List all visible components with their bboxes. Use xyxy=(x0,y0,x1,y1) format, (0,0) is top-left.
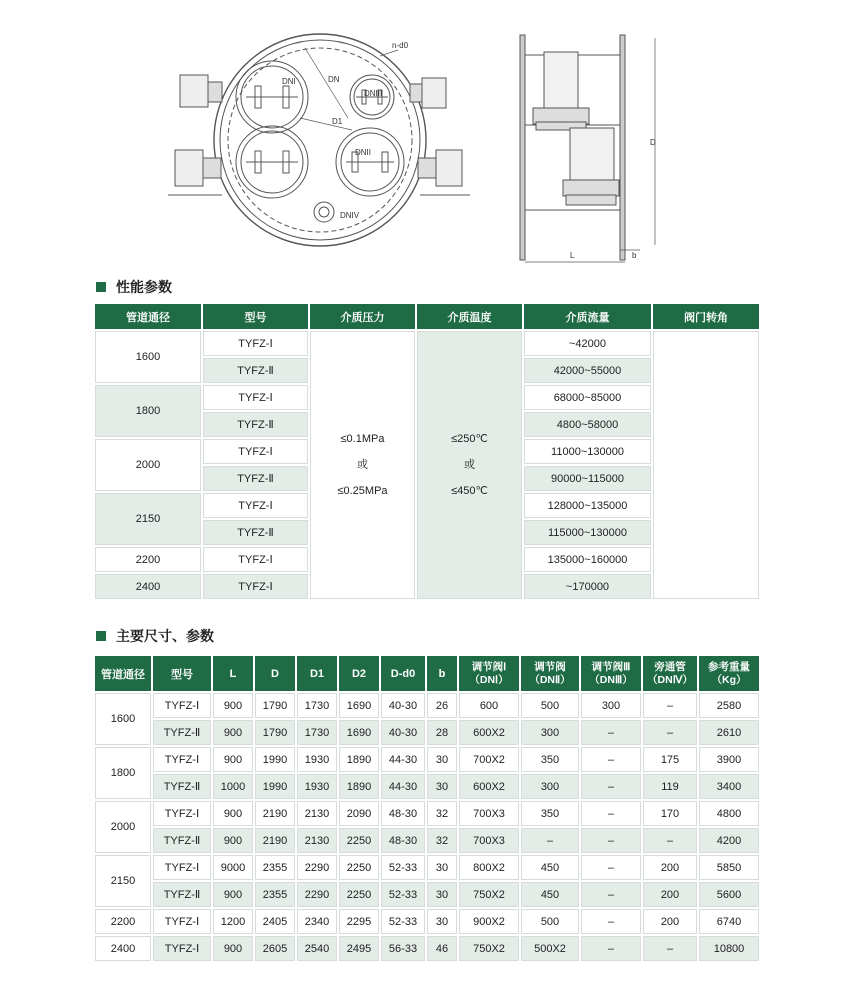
valve-3-cell: – xyxy=(581,936,641,961)
diameter-cell: 2150 xyxy=(95,855,151,907)
section-title-text: 主要尺寸、参数 xyxy=(116,629,214,645)
table-row xyxy=(95,693,759,718)
valve-1-cell: 700X2 xyxy=(459,747,519,772)
model-cell: TYFZ-Ⅱ xyxy=(203,412,308,437)
bypass-cell: 200 xyxy=(643,909,697,934)
model-cell: TYFZ-Ⅱ xyxy=(153,720,211,745)
l-cell: 900 xyxy=(213,828,253,853)
weight-cell: 6740 xyxy=(699,909,759,934)
b-cell: 30 xyxy=(427,855,457,880)
l-cell: 9000 xyxy=(213,855,253,880)
table-row xyxy=(95,936,759,961)
d2-cell: 2250 xyxy=(339,855,379,880)
side-flange-right xyxy=(620,35,625,260)
d-cell: 1990 xyxy=(255,774,295,799)
b-cell: 46 xyxy=(427,936,457,961)
d-d0-cell: 44-30 xyxy=(381,774,425,799)
valve-3-cell: – xyxy=(581,909,641,934)
valve-angle-cell xyxy=(653,331,759,599)
model-cell: TYFZ-Ⅱ xyxy=(153,828,211,853)
diameter-cell: 1800 xyxy=(95,747,151,799)
diameter-cell: 1600 xyxy=(95,693,151,745)
model-cell: TYFZ-Ⅰ xyxy=(203,574,308,599)
bypass-cell: – xyxy=(643,693,697,718)
flow-cell: 135000~160000 xyxy=(524,547,651,572)
flow-cell: ~42000 xyxy=(524,331,651,356)
flow-cell: 128000~135000 xyxy=(524,493,651,518)
d1-cell: 2290 xyxy=(297,882,337,907)
label-dn2: DNII xyxy=(355,148,371,157)
bolt-circle xyxy=(228,48,412,232)
valve-1-cell: 750X2 xyxy=(459,936,519,961)
header-flow: 介质流量 xyxy=(524,304,651,329)
d-cell: 1990 xyxy=(255,747,295,772)
performance-table xyxy=(93,302,761,601)
valve-2-cell: 300 xyxy=(521,774,579,799)
d2-cell: 1890 xyxy=(339,747,379,772)
d1-cell: 2540 xyxy=(297,936,337,961)
section-title-text: 性能参数 xyxy=(116,280,172,296)
valve-1-cell: 700X3 xyxy=(459,828,519,853)
d1-cell: 1930 xyxy=(297,747,337,772)
table-row xyxy=(95,909,759,934)
technical-drawing xyxy=(0,0,850,270)
valve-1-cell: 600X2 xyxy=(459,720,519,745)
table-row xyxy=(95,747,759,772)
table-row xyxy=(95,882,759,907)
side-flange-left xyxy=(520,35,525,260)
b-cell: 28 xyxy=(427,720,457,745)
flow-cell: 90000~115000 xyxy=(524,466,651,491)
label-dn4: DNIV xyxy=(340,211,360,220)
l-cell: 900 xyxy=(213,936,253,961)
bypass-cell: 200 xyxy=(643,855,697,880)
table-row xyxy=(95,828,759,853)
b-cell: 30 xyxy=(427,747,457,772)
header-valve-1: 调节阀Ⅰ （DNⅠ） xyxy=(459,656,519,691)
table-row xyxy=(95,855,759,880)
d2-cell: 2495 xyxy=(339,936,379,961)
valve-2-cell: 450 xyxy=(521,882,579,907)
header-weight: 参考重量 （Kg） xyxy=(699,656,759,691)
d-d0-cell: 40-30 xyxy=(381,693,425,718)
header-l: L xyxy=(213,656,253,691)
d1-cell: 1930 xyxy=(297,774,337,799)
pressure-cell: ≤0.1MPa 或 ≤0.25MPa xyxy=(310,331,415,599)
valve-1-cell: 800X2 xyxy=(459,855,519,880)
weight-cell: 4200 xyxy=(699,828,759,853)
model-cell: TYFZ-Ⅱ xyxy=(153,774,211,799)
d-d0-cell: 48-30 xyxy=(381,828,425,853)
d1-cell: 1730 xyxy=(297,693,337,718)
d2-cell: 2250 xyxy=(339,828,379,853)
actuator-lower-right xyxy=(436,150,462,186)
actuator-lower-left xyxy=(175,150,203,186)
label-d1: D1 xyxy=(332,117,343,126)
flow-cell: ~170000 xyxy=(524,574,651,599)
header-d2: D2 xyxy=(339,656,379,691)
weight-cell: 3400 xyxy=(699,774,759,799)
flow-cell: 68000~85000 xyxy=(524,385,651,410)
d2-cell: 1690 xyxy=(339,720,379,745)
header-valve-angle: 阀门转角 xyxy=(653,304,759,329)
header-b: b xyxy=(427,656,457,691)
valve-2-cell: 500X2 xyxy=(521,936,579,961)
valve-2-cell: 500 xyxy=(521,909,579,934)
flow-cell: 11000~130000 xyxy=(524,439,651,464)
model-cell: TYFZ-Ⅰ xyxy=(203,385,308,410)
bypass-pipe xyxy=(314,202,334,222)
valve-2-cell: – xyxy=(521,828,579,853)
d2-cell: 1690 xyxy=(339,693,379,718)
diameter-cell: 2200 xyxy=(95,547,201,572)
model-cell: TYFZ-Ⅰ xyxy=(153,855,211,880)
b-cell: 30 xyxy=(427,882,457,907)
model-cell: TYFZ-Ⅰ xyxy=(153,936,211,961)
l-cell: 900 xyxy=(213,747,253,772)
header-bypass: 旁通管 （DNⅣ） xyxy=(643,656,697,691)
l-cell: 900 xyxy=(213,720,253,745)
header-pipe-diameter: 管道通径 xyxy=(95,304,201,329)
header-valve-3: 调节阀Ⅲ （DNⅢ） xyxy=(581,656,641,691)
table-row xyxy=(95,801,759,826)
header-temperature: 介质温度 xyxy=(417,304,522,329)
d-cell: 2405 xyxy=(255,909,295,934)
model-cell: TYFZ-Ⅱ xyxy=(203,520,308,545)
diameter-cell: 2400 xyxy=(95,574,201,599)
model-cell: TYFZ-Ⅰ xyxy=(203,547,308,572)
l-cell: 1200 xyxy=(213,909,253,934)
model-cell: TYFZ-Ⅰ xyxy=(153,909,211,934)
section-bullet xyxy=(96,282,106,292)
label-dn1: DNI xyxy=(282,77,296,86)
d-cell: 2190 xyxy=(255,801,295,826)
diameter-cell: 2400 xyxy=(95,936,151,961)
model-cell: TYFZ-Ⅰ xyxy=(203,493,308,518)
d-cell: 2190 xyxy=(255,828,295,853)
valve-2-cell: 300 xyxy=(521,720,579,745)
valve-1-cell: 700X3 xyxy=(459,801,519,826)
d2-cell: 2090 xyxy=(339,801,379,826)
d-cell: 2355 xyxy=(255,882,295,907)
d-d0-cell: 52-33 xyxy=(381,882,425,907)
valve-3-cell: – xyxy=(581,828,641,853)
dimensions-table-body xyxy=(95,693,759,961)
model-cell: TYFZ-Ⅰ xyxy=(153,693,211,718)
l-cell: 900 xyxy=(213,693,253,718)
d-d0-cell: 52-33 xyxy=(381,909,425,934)
label-dn3: DNIII xyxy=(364,89,383,98)
model-cell: TYFZ-Ⅱ xyxy=(153,882,211,907)
d-d0-cell: 44-30 xyxy=(381,747,425,772)
valve-3-cell: – xyxy=(581,882,641,907)
table-row xyxy=(95,774,759,799)
d-cell: 2355 xyxy=(255,855,295,880)
header-d-d0: D-d0 xyxy=(381,656,425,691)
diameter-cell: 2150 xyxy=(95,493,201,545)
d2-cell: 2250 xyxy=(339,882,379,907)
flow-cell: 42000~55000 xyxy=(524,358,651,383)
header-valve-2: 调节阀 （DNⅡ） xyxy=(521,656,579,691)
label-b: b xyxy=(632,251,637,260)
l-cell: 900 xyxy=(213,801,253,826)
valve-3-cell: 300 xyxy=(581,693,641,718)
d-cell: 1790 xyxy=(255,720,295,745)
bypass-cell: – xyxy=(643,720,697,745)
weight-cell: 10800 xyxy=(699,936,759,961)
valve-3-cell: – xyxy=(581,855,641,880)
weight-cell: 3900 xyxy=(699,747,759,772)
valve-1-cell: 600 xyxy=(459,693,519,718)
weight-cell: 5600 xyxy=(699,882,759,907)
b-cell: 30 xyxy=(427,774,457,799)
valve-3-cell: – xyxy=(581,747,641,772)
label-d: D xyxy=(650,138,656,147)
weight-cell: 2580 xyxy=(699,693,759,718)
d-d0-cell: 52-33 xyxy=(381,855,425,880)
b-cell: 32 xyxy=(427,828,457,853)
label-l: L xyxy=(570,251,575,260)
model-cell: TYFZ-Ⅰ xyxy=(203,439,308,464)
d1-cell: 2290 xyxy=(297,855,337,880)
b-cell: 30 xyxy=(427,909,457,934)
d-d0-cell: 56-33 xyxy=(381,936,425,961)
d1-cell: 2130 xyxy=(297,801,337,826)
weight-cell: 2610 xyxy=(699,720,759,745)
diameter-cell: 1800 xyxy=(95,385,201,437)
d2-cell: 2295 xyxy=(339,909,379,934)
header-model: 型号 xyxy=(153,656,211,691)
header-pipe-diameter: 管道通径 xyxy=(95,656,151,691)
weight-cell: 5850 xyxy=(699,855,759,880)
header-d: D xyxy=(255,656,295,691)
section-performance-title xyxy=(96,277,172,297)
table-row xyxy=(95,720,759,745)
diameter-cell: 2000 xyxy=(95,439,201,491)
valve-3-cell: – xyxy=(581,801,641,826)
model-cell: TYFZ-Ⅰ xyxy=(203,331,308,356)
b-cell: 32 xyxy=(427,801,457,826)
bypass-cell: 200 xyxy=(643,882,697,907)
d-cell: 1790 xyxy=(255,693,295,718)
l-cell: 1000 xyxy=(213,774,253,799)
model-cell: TYFZ-Ⅰ xyxy=(153,801,211,826)
diameter-cell: 2000 xyxy=(95,801,151,853)
d-d0-cell: 40-30 xyxy=(381,720,425,745)
valve-2-cell: 500 xyxy=(521,693,579,718)
d2-cell: 1890 xyxy=(339,774,379,799)
weight-cell: 4800 xyxy=(699,801,759,826)
b-cell: 26 xyxy=(427,693,457,718)
valve-1-cell: 900X2 xyxy=(459,909,519,934)
dimensions-table xyxy=(93,654,761,963)
l-cell: 900 xyxy=(213,882,253,907)
label-n-d0: n-d0 xyxy=(392,41,409,50)
bypass-cell: – xyxy=(643,936,697,961)
flow-cell: 4800~58000 xyxy=(524,412,651,437)
valve-1-cell: 600X2 xyxy=(459,774,519,799)
flow-cell: 115000~130000 xyxy=(524,520,651,545)
temperature-cell: ≤250℃ 或 ≤450℃ xyxy=(417,331,522,599)
model-cell: TYFZ-Ⅰ xyxy=(153,747,211,772)
header-d1: D1 xyxy=(297,656,337,691)
bypass-cell: 170 xyxy=(643,801,697,826)
valve-3-cell: – xyxy=(581,774,641,799)
section-bullet xyxy=(96,631,106,641)
valve-1-cell: 750X2 xyxy=(459,882,519,907)
d-cell: 2605 xyxy=(255,936,295,961)
bypass-cell: – xyxy=(643,828,697,853)
bypass-cell: 119 xyxy=(643,774,697,799)
valve-2-cell: 350 xyxy=(521,747,579,772)
model-cell: TYFZ-Ⅱ xyxy=(203,466,308,491)
header-pressure: 介质压力 xyxy=(310,304,415,329)
diameter-cell: 1600 xyxy=(95,331,201,383)
actuator-upper-left xyxy=(180,75,208,107)
d1-cell: 1730 xyxy=(297,720,337,745)
section-dimensions-title xyxy=(96,626,214,646)
valve-3-cell: – xyxy=(581,720,641,745)
model-cell: TYFZ-Ⅱ xyxy=(203,358,308,383)
d1-cell: 2130 xyxy=(297,828,337,853)
d-d0-cell: 48-30 xyxy=(381,801,425,826)
d1-cell: 2340 xyxy=(297,909,337,934)
label-dn: DN xyxy=(328,75,340,84)
diameter-cell: 2200 xyxy=(95,909,151,934)
bypass-cell: 175 xyxy=(643,747,697,772)
actuator-upper-right xyxy=(422,78,446,108)
valve-2-cell: 450 xyxy=(521,855,579,880)
header-model: 型号 xyxy=(203,304,308,329)
valve-2-cell: 350 xyxy=(521,801,579,826)
